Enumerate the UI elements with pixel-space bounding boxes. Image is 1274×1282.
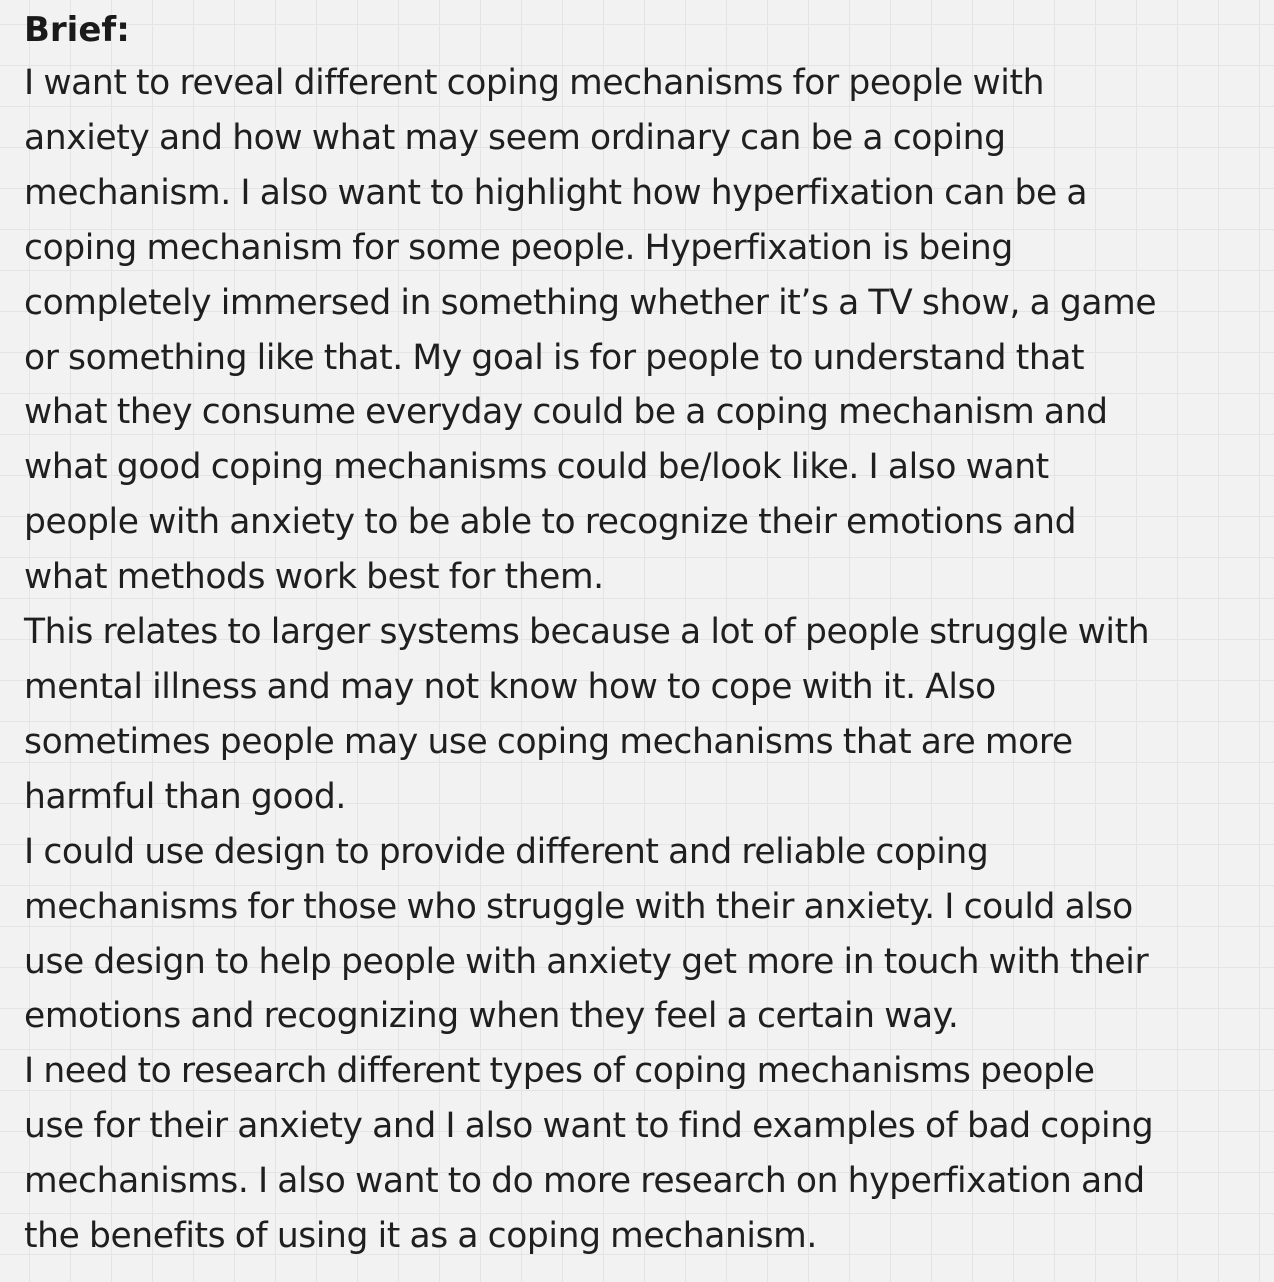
brief-note [24,4,1260,1264]
paragraph-systems [24,605,1260,825]
text-line: people with anxiety to be able to recognize their emotions and [24,502,1077,543]
text-line: what methods work best for them. [24,557,604,598]
text-line: mechanisms. I also want to do more research on hyperfixation and [24,1161,1145,1202]
text-line: mechanisms for those who struggle with their anxiety. I could also [24,886,1133,927]
paragraph-research [24,1044,1260,1264]
text-line: I could use design to provide different and reliable coping [24,831,989,872]
text-line: what good coping mechanisms could be/look like. I also want [24,447,1049,488]
text-line: mechanism. I also want to highlight how hyperfixation can be a [24,172,1088,213]
text-line: anxiety and how what may seem ordinary can be a coping [24,117,1006,158]
text-line: coping mechanism for some people. Hyperfixation is being [24,227,1013,268]
paragraph-goal [24,56,1260,605]
text-line: use design to help people with anxiety get more in touch with their [24,941,1149,982]
note-title: Brief: [24,10,130,50]
text-line: or something like that. My goal is for people to understand that [24,337,1085,378]
text-line: mental illness and may not know how to cope with it. Also [24,666,996,707]
text-line: what they consume everyday could be a coping mechanism and [24,392,1108,433]
text-line: use for their anxiety and I also want to find examples of bad coping [24,1106,1154,1147]
text-line: the benefits of using it as a coping mechanism. [24,1216,817,1257]
paragraph-design [24,825,1260,1045]
text-line: harmful than good. [24,776,346,817]
text-line: I need to research different types of coping mechanisms people [24,1051,1095,1092]
text-line: I want to reveal different coping mechanisms for people with [24,63,1045,103]
text-line: emotions and recognizing when they feel a certain way. [24,996,959,1037]
text-line: This relates to larger systems because a lot of people struggle with [24,612,1150,653]
text-line: completely immersed in something whether it’s a TV show, a game [24,282,1157,323]
text-line: sometimes people may use coping mechanisms that are more [24,721,1073,762]
